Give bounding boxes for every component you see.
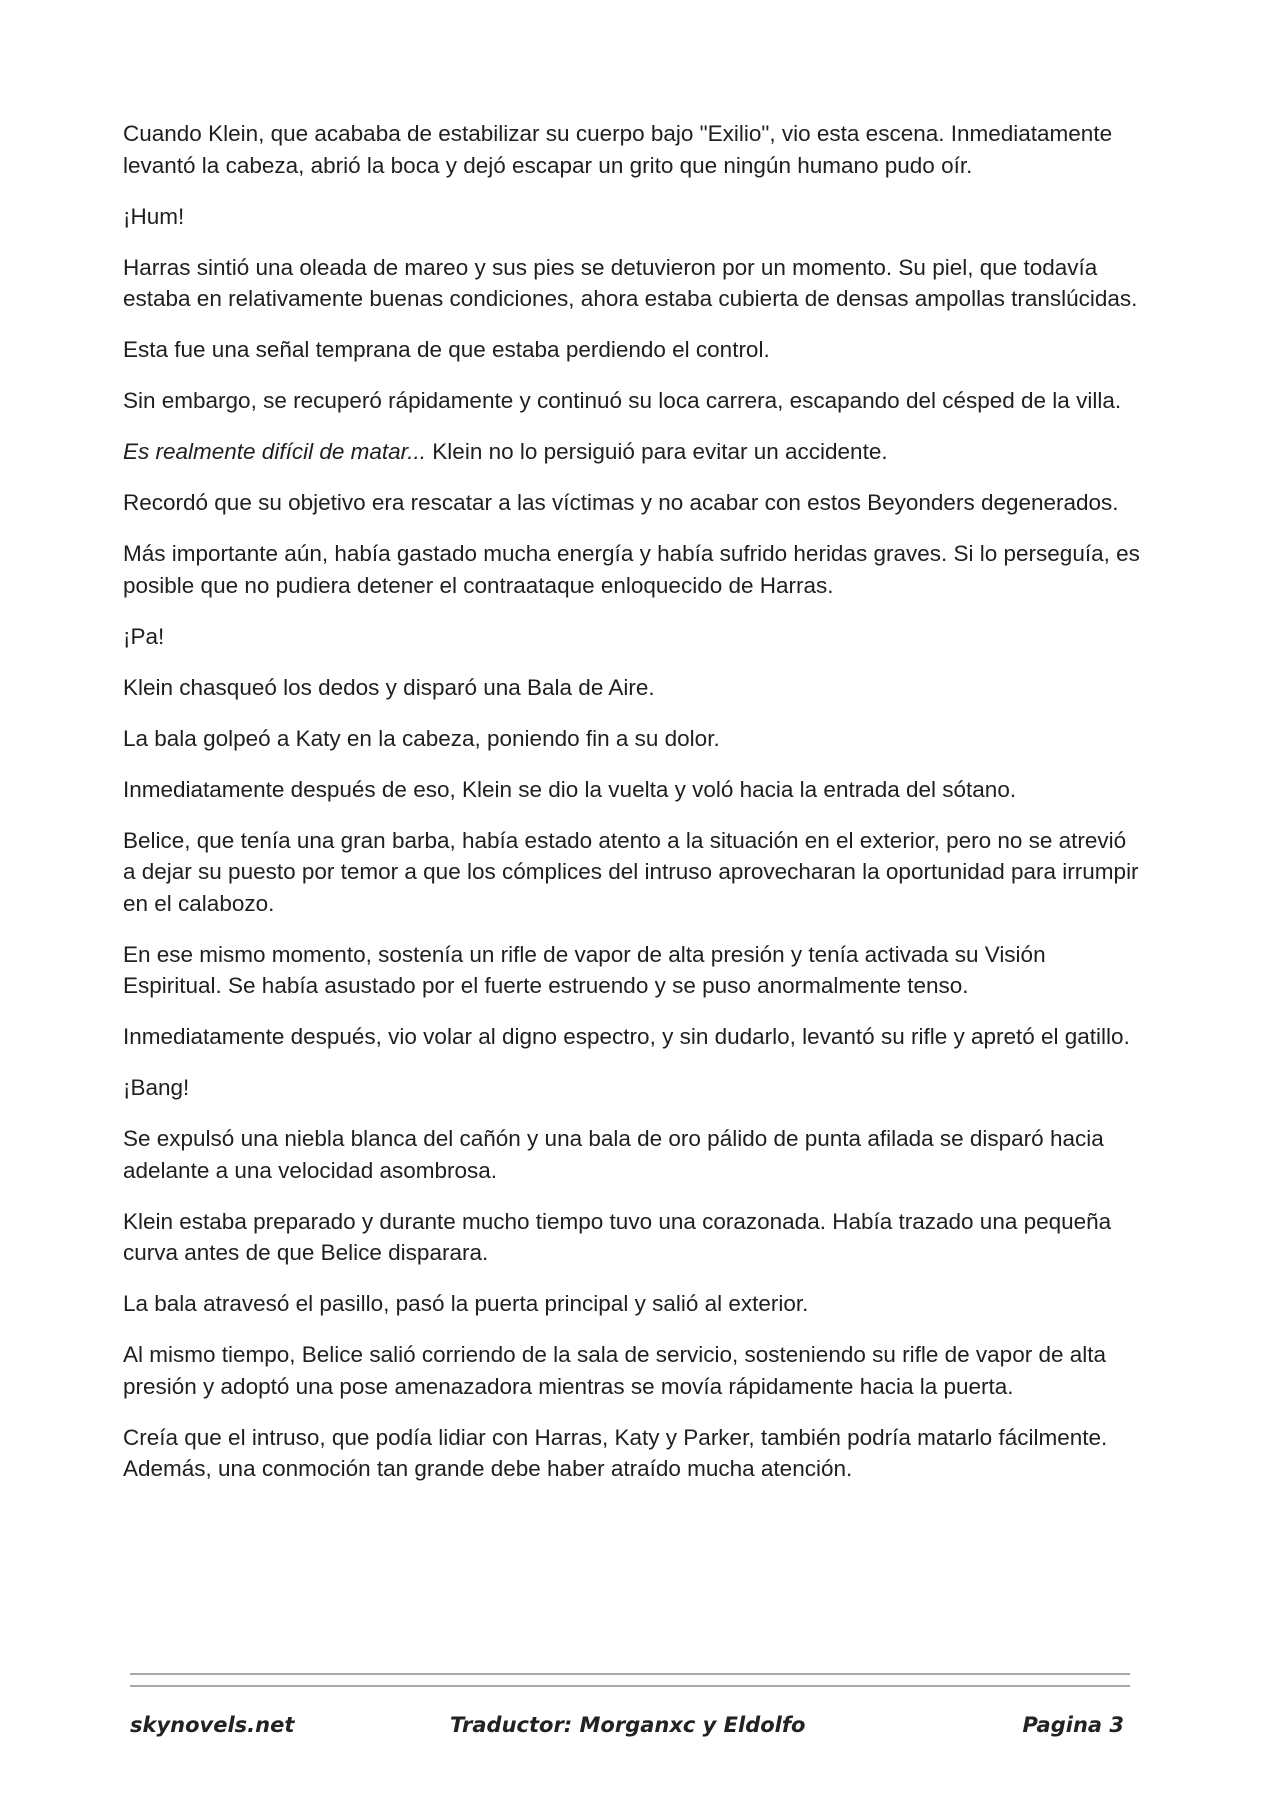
paragraph: Inmediatamente después de eso, Klein se dio la vuelta y voló hacia la entrada del sótano. (123, 776, 1017, 802)
paragraph: Harras sintió una oleada de mareo y sus pies se detuvieron por un momento. Su piel, que todavía estaba en relativamente buenas condiciones, ahora estaba cubierta de densas ampollas translúcidas. (123, 254, 1138, 311)
paragraph: Más importante aún, había gastado mucha energía y había sufrido heridas graves. Si lo perseguía, es posible que no pudiera detener el contraataque enloquecido de Harras. (123, 541, 1140, 598)
italic-thought: Es realmente difícil de matar... (123, 439, 427, 464)
paragraph: Se expulsó una niebla blanca del cañón y una bala de oro pálido de punta afilada se disparó hacia adelante a una velocidad asombrosa. (123, 1126, 1104, 1183)
paragraph: ¡Pa! (123, 623, 165, 649)
paragraph: Cuando Klein, que acababa de estabilizar su cuerpo bajo "Exilio", vio esta escena. Inmediatamente levantó la cabeza, abrió la boca y dejó escapar un grito que ningún humano pudo oír. (123, 121, 1113, 178)
paragraph: La bala golpeó a Katy en la cabeza, poniendo fin a su dolor. (123, 725, 720, 751)
footer-translator: Traductor: Morganxc y Eldolfo (450, 1713, 806, 1737)
paragraph: Recordó que su objetivo era rescatar a las víctimas y no acabar con estos Beyonders degenerados. (123, 490, 1119, 515)
page-body (123, 118, 1143, 1504)
paragraph: Klein estaba preparado y durante mucho tiempo tuvo una corazonada. Había trazado una pequeña curva antes de que Belice disparara. (123, 1208, 1112, 1265)
paragraph (123, 436, 1143, 468)
paragraph: Klein chasqueó los dedos y disparó una Bala de Aire. (123, 674, 655, 700)
paragraph: En ese mismo momento, sostenía un rifle de vapor de alta presión y tenía activada su Visión Espiritual. Se había asustado por el fuerte estruendo y se puso anormalmente tenso. (123, 941, 1046, 998)
footer-divider-top (130, 1673, 1130, 1675)
footer-page-number: Pagina 3 (1022, 1713, 1124, 1737)
footer-site: skynovels.net (130, 1713, 295, 1737)
paragraph: Belice, que tenía una gran barba, había estado atento a la situación en el exterior, pero no se atrevió a dejar su puesto por temor a que los cómplices del intruso aprovecharan la oportunidad para irrumpir en el calabozo. (123, 827, 1139, 916)
paragraph: ¡Hum! (123, 203, 185, 229)
paragraph: Creía que el intruso, que podía lidiar con Harras, Katy y Parker, también podría matarlo fácilmente. Además, una conmoción tan grande debe haber atraído mucha atención. (123, 1424, 1108, 1481)
footer-divider-bottom (130, 1685, 1130, 1687)
paragraph-rest: Klein no lo persiguió para evitar un accidente. (426, 439, 888, 464)
paragraph: Sin embargo, se recuperó rápidamente y continuó su loca carrera, escapando del césped de la villa. (123, 388, 1122, 413)
paragraph: La bala atravesó el pasillo, pasó la puerta principal y salió al exterior. (123, 1291, 809, 1316)
paragraph: Al mismo tiempo, Belice salió corriendo de la sala de servicio, sosteniendo su rifle de vapor de alta presión y adoptó una pose amenazadora mientras se movía rápidamente hacia la puerta. (123, 1342, 1107, 1399)
paragraph: Inmediatamente después, vio volar al digno espectro, y sin dudarlo, levantó su rifle y apretó el gatillo. (123, 1024, 1130, 1049)
paragraph: Esta fue una señal temprana de que estaba perdiendo el control. (123, 337, 770, 362)
paragraph: ¡Bang! (123, 1075, 190, 1100)
page-footer (130, 1713, 1124, 1745)
